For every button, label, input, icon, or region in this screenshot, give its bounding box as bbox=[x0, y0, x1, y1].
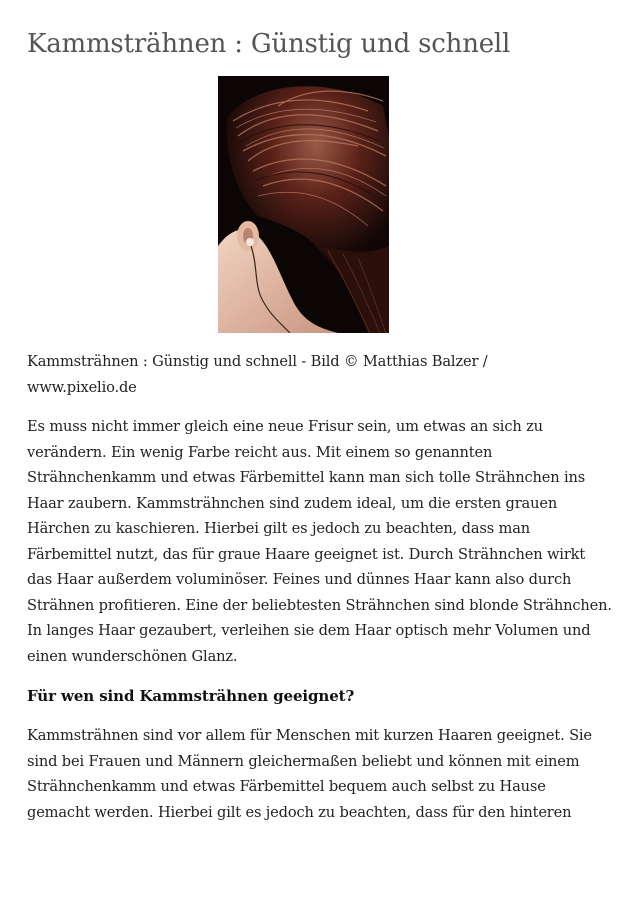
caption-line-1: Kammsträhnen : Günstig und schnell - Bild © Matthias Balzer / bbox=[27, 353, 488, 370]
section-paragraph: Kammsträhnen sind vor allem für Menschen mit kurzen Haaren geeignet. Sie sind bei Frauen und Männern gleichermaßen beliebt und können mit einem Strähnchenkamm und etwas Färbemittel bequem auch selbst zu Hause gemacht werden. Hierbei gilt es jedoch zu beachten, dass für den hinteren bbox=[27, 727, 592, 821]
intro-paragraph: Es muss nicht immer gleich eine neue Frisur sein, um etwas an sich zu verändern. Ein wenig Farbe reicht aus. Mit einem so genannten Strähnchenkamm und etwas Färbemittel kann man sich tolle Strähnchen ins Haar zaubern. Kammsträhnchen sind zudem ideal, um die ersten grauen Härchen zu kaschieren. Hierbei gilt es jedoch zu beachten, dass man Färbemittel nutzt, das für graue Haare geeignet ist. Durch Strähnchen wirkt das Haar außerdem voluminöser. Feines und dünnes Haar kann also durch Strähnen profitieren. Eine der beliebtesten Strähnchen sind blonde Strähnchen. In langes Haar gezaubert, verleihen sie dem Haar optisch mehr Volumen und einen wunderschönen Glanz. bbox=[27, 418, 612, 665]
hair-photo-illustration bbox=[218, 76, 389, 333]
section-heading: Für wen sind Kammsträhnen geeignet? bbox=[27, 687, 355, 705]
figure-container bbox=[27, 76, 612, 333]
caption-source-link[interactable]: www.pixelio.de bbox=[27, 378, 137, 396]
page-title: Kammsträhnen : Günstig und schnell bbox=[27, 29, 511, 59]
hair-photo bbox=[218, 76, 389, 333]
image-caption bbox=[27, 349, 612, 400]
